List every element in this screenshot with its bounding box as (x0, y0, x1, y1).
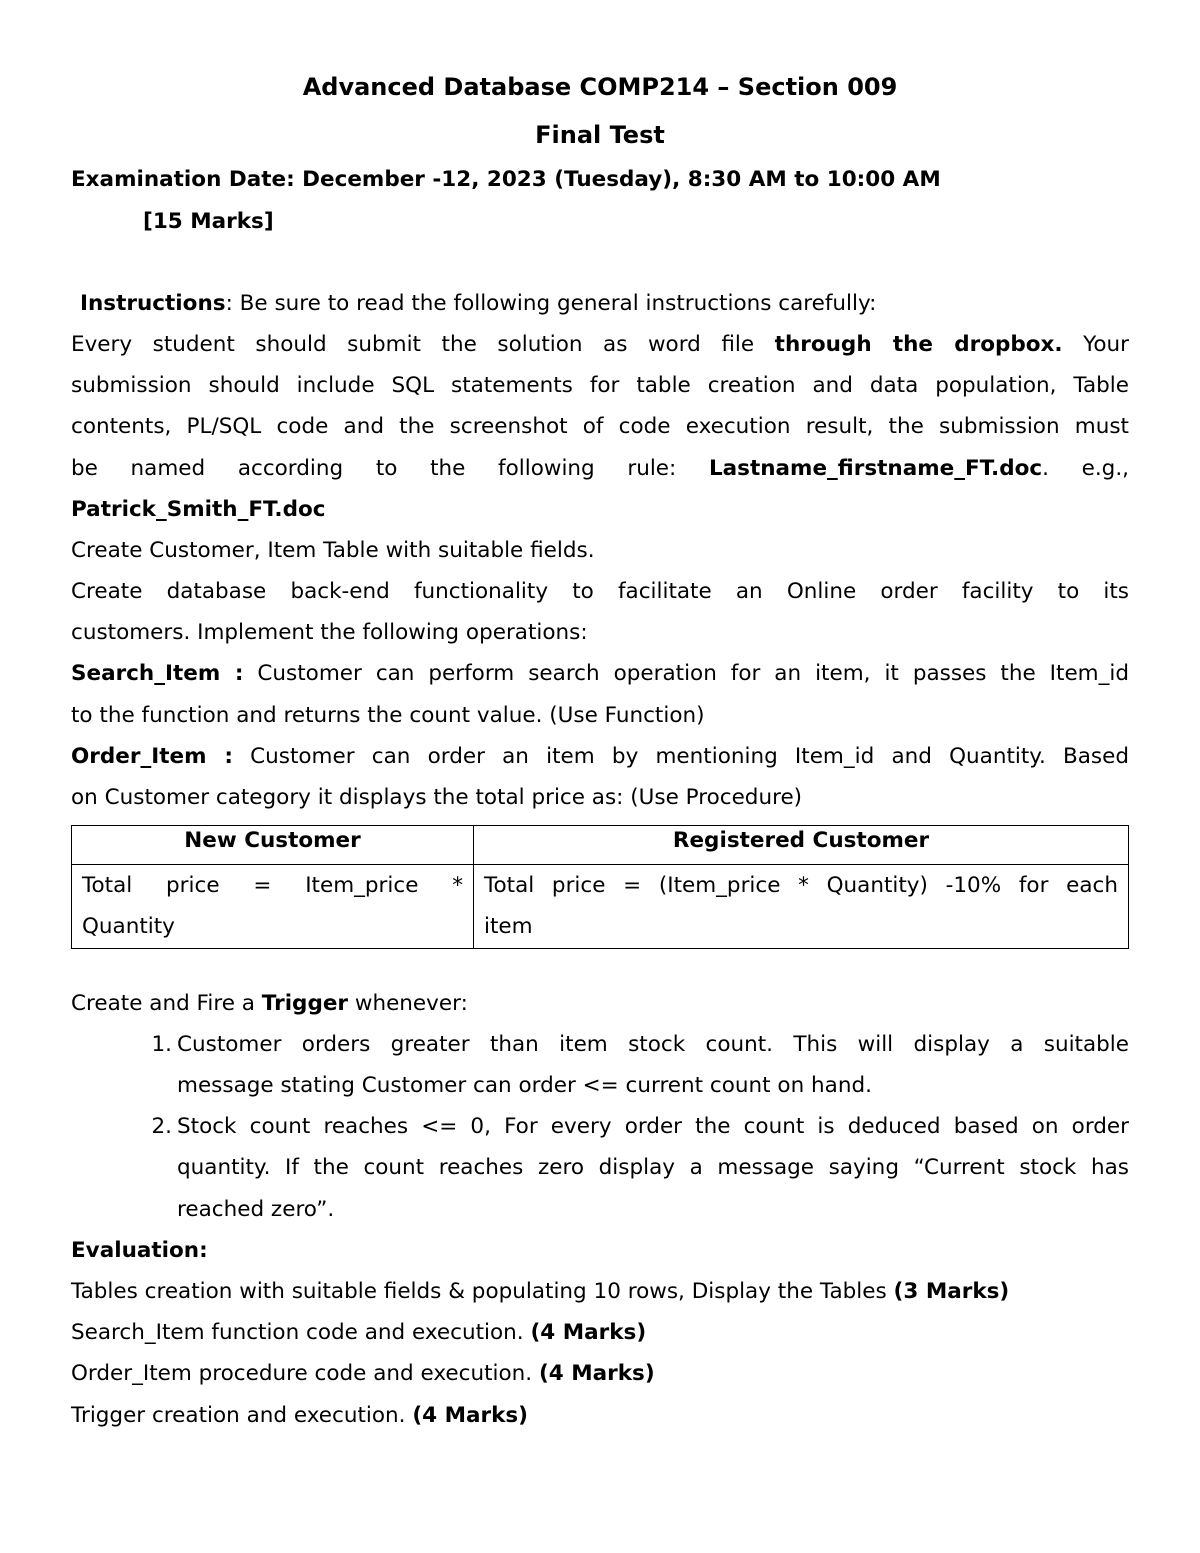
evaluation-heading: Evaluation: (71, 1238, 208, 1263)
filename-example: Patrick_Smith_FT.doc (71, 497, 326, 522)
marks-value: (3 Marks) (893, 1279, 1010, 1304)
total-marks: [15 Marks] (143, 209, 274, 234)
backend-line-2: customers. Implement the following operations: (71, 620, 588, 645)
trigger-label: Trigger (261, 991, 349, 1016)
trigger-intro: Create and Fire a Trigger whenever: (71, 991, 468, 1016)
instructions-heading (80, 283, 1138, 324)
list-item-text: Stock count reaches <= 0, For every order the count is deduced based on order quantity. If the count reaches zero display a message saying “Current stock has reached zero”. (177, 1114, 1129, 1222)
order-item-label: Order_Item : (71, 744, 233, 769)
search-item-label: Search_Item : (71, 661, 244, 686)
marks-value: (4 Marks) (538, 1361, 655, 1386)
filename-rule: Lastname_firstname_FT.doc (708, 456, 1043, 481)
submission-line-3: contents, PL/SQL code and the screenshot of code execution result, the submission must (71, 414, 1129, 439)
pricing-table (71, 825, 1129, 949)
search-item-line-2: to the function and returns the count value. (Use Function) (71, 703, 705, 728)
submission-line-1: Every student should submit the solution as word file through the dropbox. Your (71, 332, 1129, 357)
document-title: Advanced Database COMP214 – Section 009 (302, 73, 898, 101)
order-item-line-2: on Customer category it displays the total price as: (Use Procedure) (71, 785, 803, 810)
new-customer-formula: Total price = Item_price * Quantity (72, 865, 474, 949)
backend-line-1: Create database back-end functionality to facilitate an Online order facility to its (71, 579, 1129, 604)
list-item-text: Customer orders greater than item stock count. This will display a suitable message stating Customer can order <= current count on hand. (177, 1032, 1129, 1099)
evaluation-line: Trigger creation and execution. (4 Marks) (71, 1403, 529, 1428)
instructions-intro: : Be sure to read the following general instructions carefully: (225, 291, 877, 316)
submission-line-4: be named according to the following rule: Lastname_firstname_FT.doc. e.g., (71, 456, 1129, 481)
pricing-header-row (72, 826, 1129, 865)
marks-value: (4 Marks) (530, 1320, 647, 1345)
header-new-customer: New Customer (72, 826, 474, 865)
dropbox-emphasis: through the dropbox. (774, 332, 1063, 357)
registered-customer-formula: Total price = (Item_price * Quantity) -10% for each item (474, 865, 1129, 949)
evaluation-line: Tables creation with suitable fields & populating 10 rows, Display the Tables (3 Marks) (71, 1279, 1010, 1304)
evaluation-line: Search_Item function code and execution. (4 Marks) (71, 1320, 647, 1345)
submission-line-2: submission should include SQL statements for table creation and data population, Table (71, 373, 1129, 398)
instructions-label: Instructions (80, 291, 226, 316)
document-subtitle: Final Test (535, 121, 665, 149)
list-number: 1. (151, 1032, 172, 1057)
pricing-formula-row (72, 865, 1129, 949)
header-registered-customer: Registered Customer (474, 826, 1129, 865)
list-number: 2. (151, 1114, 172, 1139)
evaluation-line: Order_Item procedure code and execution. (4 Marks) (71, 1361, 655, 1386)
order-item-line-1: Order_Item : Customer can order an item by mentioning Item_id and Quantity. Based (71, 744, 1129, 769)
create-tables-text: Create Customer, Item Table with suitable fields. (71, 538, 595, 563)
search-item-line-1: Search_Item : Customer can perform search operation for an item, it passes the Item_id (71, 661, 1129, 686)
exam-date: Examination Date: December -12, 2023 (Tuesday), 8:30 AM to 10:00 AM (71, 167, 941, 192)
marks-value: (4 Marks) (412, 1403, 529, 1428)
